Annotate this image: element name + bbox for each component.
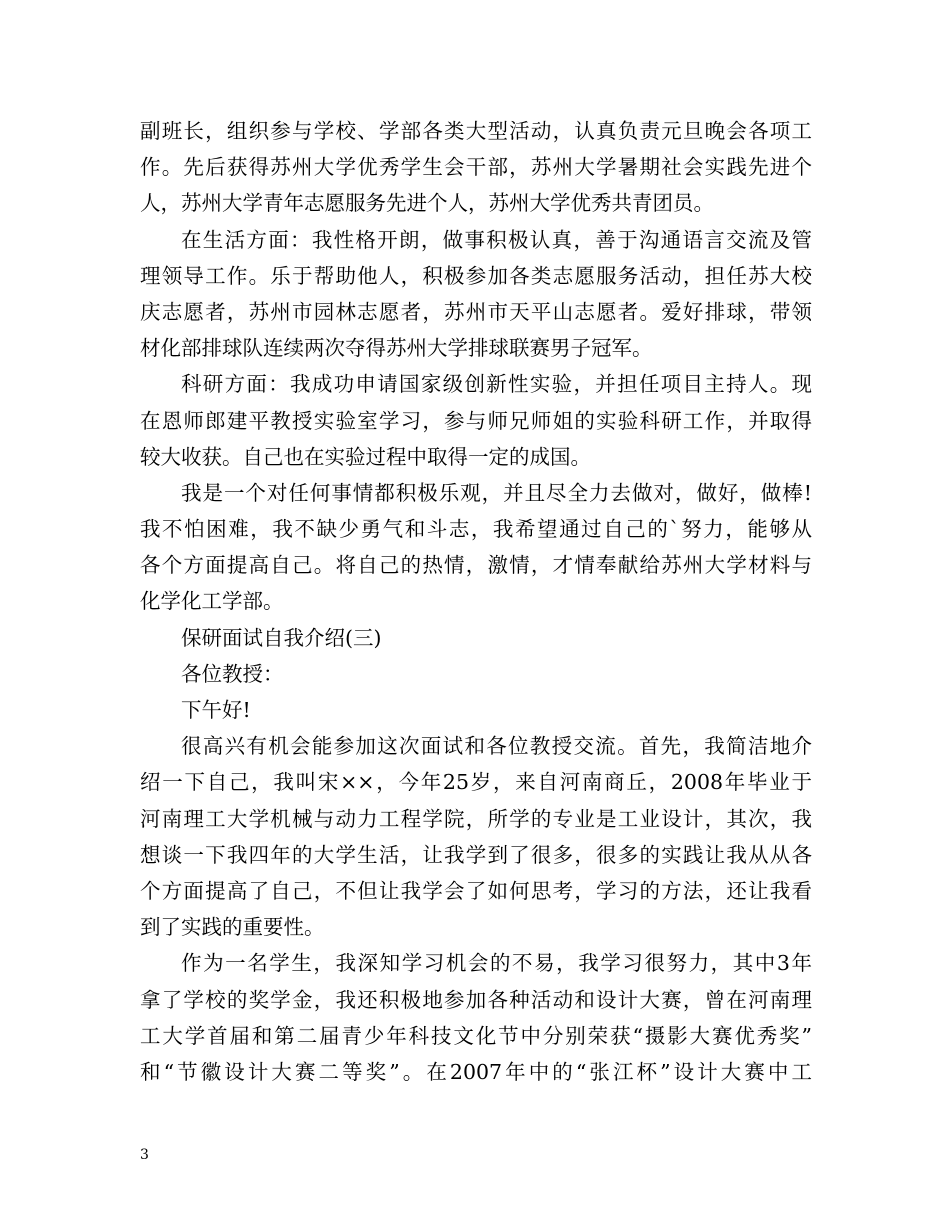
- text-line: 和“节徽设计大赛二等奖”。在2007年中的“张江杯”设计大赛中工: [140, 1059, 812, 1084]
- salutation: 各位教授：: [181, 661, 284, 686]
- text-line: 在恩师郎建平教授实验室学习，参与师兄师姐的实验科研工作，并取得: [140, 408, 812, 433]
- text-line: 作为一名学生，我深知学习机会的不易，我学习很努力，其中3年: [181, 951, 812, 976]
- text-line: 材化部排球队连续两次夺得苏州大学排球联赛男子冠军。: [140, 336, 653, 361]
- text-line: 作。先后获得苏州大学优秀学生会干部，苏州大学暑期社会实践先进个: [140, 155, 812, 180]
- page-number: 3: [140, 1147, 149, 1163]
- text-line: 各个方面提高自己。将自己的热情，激情，才情奉献给苏州大学材料与: [140, 553, 812, 578]
- text-line: 想谈一下我四年的大学生活，让我学到了很多，很多的实践让我从从各: [140, 842, 812, 867]
- body-text: [140, 113, 812, 1090]
- text-line: 庆志愿者，苏州市园林志愿者，苏州市天平山志愿者。爱好排球，带领: [140, 299, 812, 324]
- text-line: 在生活方面：我性格开朗，做事积极认真，善于沟通语言交流及管: [181, 227, 812, 252]
- text-line: 较大收获。自己也在实验过程中取得一定的成国。: [140, 444, 591, 469]
- text-line: 副班长，组织参与学校、学部各类大型活动，认真负责元旦晚会各项工: [140, 119, 812, 143]
- text-line: 个方面提高了自己，不但让我学会了如何思考，学习的方法，还让我看: [140, 878, 812, 903]
- text-line: 我是一个对任何事情都积极乐观，并且尽全力去做对，做好，做棒!: [181, 480, 812, 505]
- text-line: 人，苏州大学青年志愿服务先进个人，苏州大学优秀共青团员。: [140, 191, 714, 216]
- greeting: 下午好!: [181, 698, 251, 722]
- text-line: 河南理工大学机械与动力工程学院，所学的专业是工业设计，其次，我: [140, 806, 812, 831]
- text-line: 绍一下自己，我叫宋××，今年25岁，来自河南商丘，2008年毕业于: [140, 770, 812, 795]
- section-heading: 保研面试自我介绍(三): [181, 625, 382, 650]
- text-line: 很高兴有机会能参加这次面试和各位教授交流。首先，我简洁地介: [181, 734, 812, 759]
- text-line: 理领导工作。乐于帮助他人，积极参加各类志愿服务活动，担任苏大校: [140, 263, 812, 288]
- text-line: 工大学首届和第二届青少年科技文化节中分别荣获“摄影大赛优秀奖”: [140, 1023, 812, 1048]
- text-line: 科研方面：我成功申请国家级创新性实验，并担任项目主持人。现: [181, 372, 812, 397]
- text-line: 拿了学校的奖学金，我还积极地参加各种活动和设计大赛，曾在河南理: [140, 987, 812, 1012]
- text-line: 我不怕困难，我不缺少勇气和斗志，我希望通过自己的`努力，能够从: [140, 517, 812, 542]
- text-line: 化学化工学部。: [140, 589, 284, 614]
- text-line: 到了实践的重要性。: [140, 915, 325, 940]
